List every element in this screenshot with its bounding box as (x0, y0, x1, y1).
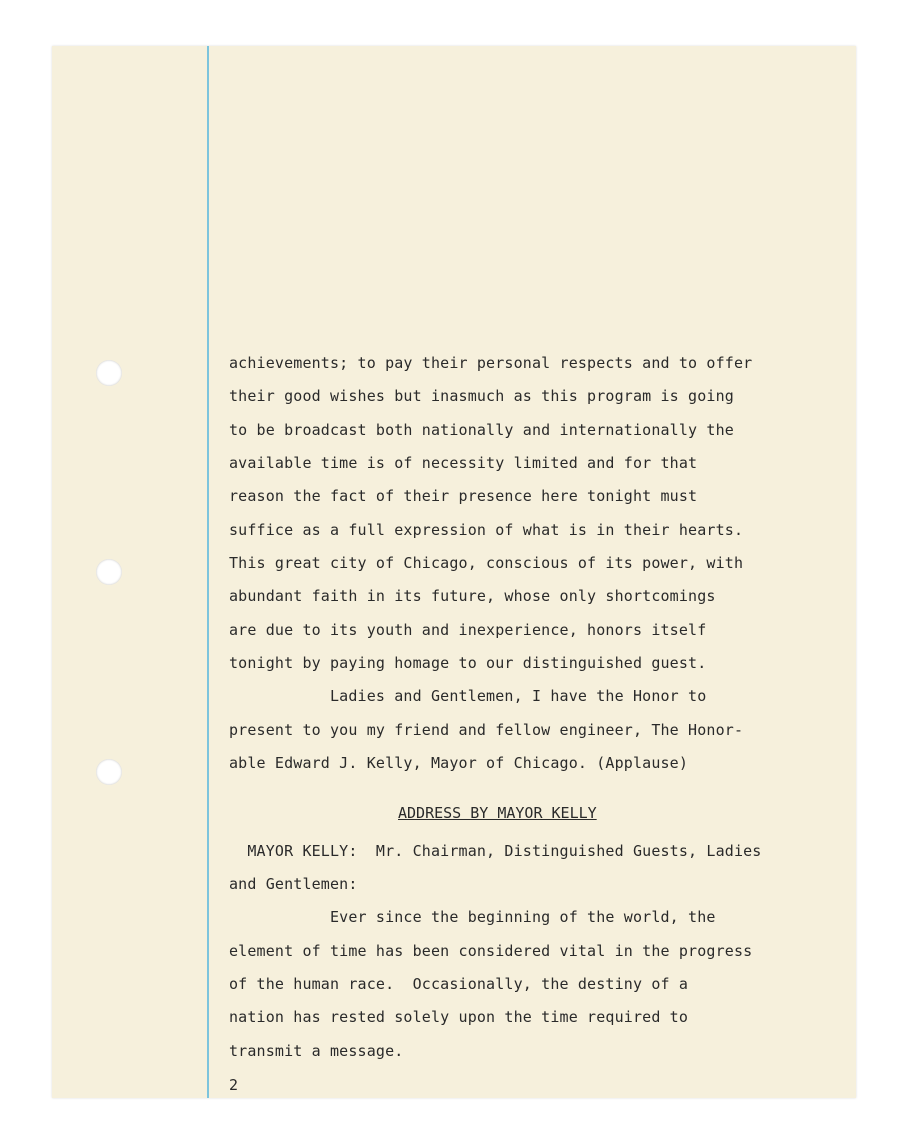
text-line: and Gentlemen: (229, 875, 358, 893)
text-line: nation has rested solely upon the time required to (229, 1008, 689, 1026)
page-number: 2 (229, 1076, 239, 1094)
text-line: transmit a message. (229, 1042, 404, 1060)
text-line: Ladies and Gentlemen, I have the Honor to (229, 687, 707, 705)
text-line: tonight by paying homage to our distinguished guest. (229, 654, 707, 672)
document-page (52, 46, 856, 1098)
text-line: are due to its youth and inexperience, honors itself (229, 621, 707, 639)
text-line: to be broadcast both nationally and internationally the (229, 421, 734, 439)
punch-hole (96, 559, 122, 585)
text-line: present to you my friend and fellow engineer, The Honor- (229, 721, 744, 739)
text-line: element of time has been considered vital in the progress (229, 942, 753, 960)
punch-hole (96, 360, 122, 386)
text-line: This great city of Chicago, conscious of its power, with (229, 554, 744, 572)
punch-hole (96, 759, 122, 785)
text-line: able Edward J. Kelly, Mayor of Chicago. (Applause) (229, 754, 689, 772)
text-line: reason the fact of their presence here tonight must (229, 487, 698, 505)
text-line: suffice as a full expression of what is in their hearts. (229, 521, 744, 539)
section-heading: ADDRESS BY MAYOR KELLY (398, 804, 597, 822)
text-line: achievements; to pay their personal respects and to offer (229, 354, 753, 372)
text-line: their good wishes but inasmuch as this program is going (229, 387, 734, 405)
text-line: abundant faith in its future, whose only shortcomings (229, 587, 716, 605)
text-line: Ever since the beginning of the world, the (229, 908, 716, 926)
text-line: available time is of necessity limited and for that (229, 454, 698, 472)
text-line: of the human race. Occasionally, the destiny of a (229, 975, 689, 993)
text-line: MAYOR KELLY: Mr. Chairman, Distinguished Guests, Ladies (229, 842, 762, 860)
margin-rule (207, 46, 209, 1098)
